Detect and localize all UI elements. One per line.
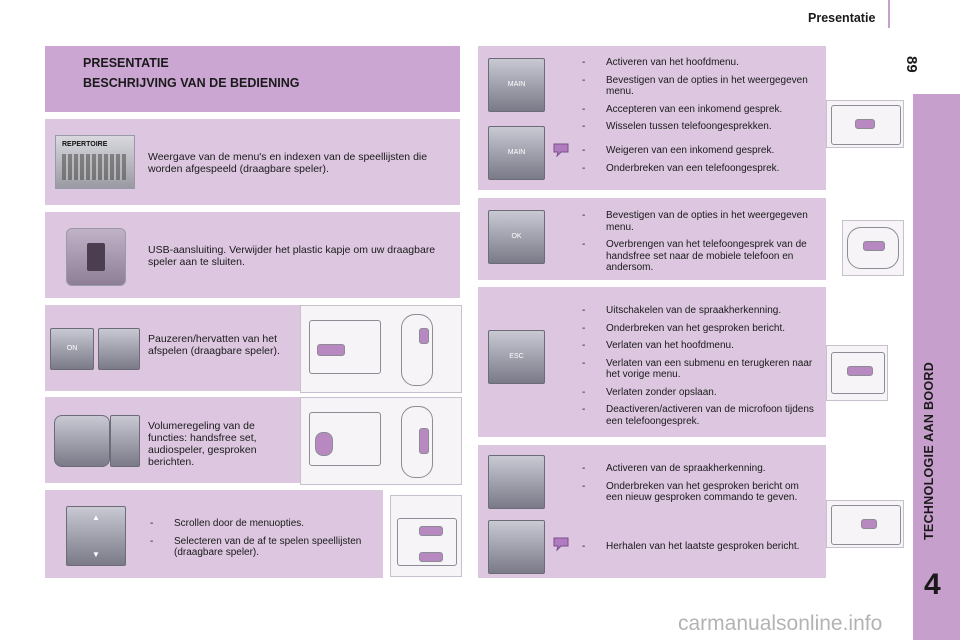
display-screen-image — [55, 135, 135, 189]
watermark: carmanualsonline.info — [678, 612, 883, 635]
ok-button-image — [488, 210, 545, 264]
voice-bullet-list-b — [580, 541, 815, 559]
list-item: - Onderbreken van het gesproken bericht. — [580, 323, 815, 335]
volume-side-buttons-image — [110, 415, 140, 467]
scroll-buttons-image: ▲ ▼ — [66, 506, 126, 566]
volume-dial-image — [54, 415, 110, 467]
main-controls-sketch — [826, 100, 904, 148]
main-button-image — [488, 58, 545, 112]
long-press-icon — [553, 537, 569, 551]
list-item: - Bevestigen van de opties in het weergegeven menu. — [580, 75, 815, 98]
usb-description: USB-aansluiting. Verwijder het plastic kapje om uw draagbare speler aan te sluiten. — [148, 244, 436, 268]
long-press-icon — [553, 143, 569, 157]
usb-port-image — [66, 228, 126, 286]
list-item: - Onderbreken van een telefoongesprek. — [580, 163, 815, 175]
chapter-sidebar — [913, 94, 960, 640]
list-item: - Verlaten zonder opslaan. — [580, 387, 815, 399]
esc-bullet-list — [580, 305, 815, 433]
list-item: - Accepteren van een inkomend gesprek. — [580, 104, 815, 116]
mute-button-image — [98, 328, 140, 370]
page-number: 89 — [903, 56, 920, 73]
page-title: PRESENTATIE — [83, 56, 169, 70]
list-item: - Wisselen tussen telefoongesprekken. — [580, 121, 815, 133]
usb-plug-icon — [87, 243, 105, 271]
list-item: - Herhalen van het laatste gesproken bericht. — [580, 541, 815, 553]
main-button-hold-image — [488, 126, 545, 180]
list-item: - Onderbreken van het gesproken bericht om een nieuw gesproken commando te geven. — [580, 481, 815, 504]
list-item: - Deactiveren/activeren van de microfoon tijdens een telefoongesprek. — [580, 404, 815, 427]
list-item: - Bevestigen van de opties in het weergegeven menu. — [580, 210, 815, 233]
on-button-image — [50, 328, 94, 370]
voice-button-hold-image — [488, 520, 545, 574]
header-section-title: Presentatie — [808, 11, 876, 25]
scroll-controls-sketch — [390, 495, 462, 577]
voice-bullet-list-a — [580, 463, 815, 510]
volume-controls-sketch — [300, 397, 462, 485]
main-button-hold-label: MAIN — [507, 149, 526, 156]
list-item: - Verlaten van een submenu en terugkeren naar het vorige menu. — [580, 358, 815, 381]
ok-controls-sketch — [842, 220, 904, 276]
chapter-number: 4 — [924, 568, 941, 601]
voice-button-image — [488, 455, 545, 509]
display-description: Weergave van de menu's en indexen van de speellijsten die worden afgespeeld (draagbare speler). — [148, 151, 428, 175]
chapter-title: TECHNOLOGIE AAN BOORD — [922, 361, 936, 540]
esc-controls-sketch — [826, 345, 888, 401]
list-item: - Weigeren van een inkomend gesprek. — [580, 145, 815, 157]
esc-button-image — [488, 330, 545, 384]
display-screen-text: REPERTOIRE — [62, 141, 108, 148]
on-button-label: ON — [66, 345, 78, 352]
scroll-bullet-list — [148, 518, 373, 565]
page-subtitle: BESCHRIJVING VAN DE BEDIENING — [83, 76, 300, 90]
list-item: - Activeren van de spraakherkenning. — [580, 463, 815, 475]
list-item: - Overbrengen van het telefoongesprek van de handsfree set naar de mobiele telefoon en andersom. — [580, 239, 815, 274]
list-item: - Selecteren van de af te spelen speellijsten (draagbare speler). — [148, 536, 373, 559]
list-item: - Scrollen door de menuopties. — [148, 518, 373, 530]
list-item: - Verlaten van het hoofdmenu. — [580, 340, 815, 352]
ok-bullet-list — [580, 210, 815, 280]
steering-controls-sketch — [300, 305, 462, 393]
main-bullet-list-b — [580, 145, 815, 180]
list-item: - Activeren van het hoofdmenu. — [580, 57, 815, 69]
pause-description: Pauzeren/hervatten van het afspelen (draagbare speler). — [148, 333, 280, 357]
main-button-label: MAIN — [507, 81, 526, 88]
ok-button-label: OK — [511, 233, 522, 240]
header-divider — [888, 0, 890, 28]
volume-description: Volumeregeling van de functies: handsfree set, audiospeler, gesproken berichten. — [148, 420, 257, 468]
esc-button-label: ESC — [509, 353, 524, 360]
voice-controls-sketch — [826, 500, 904, 548]
main-bullet-list-a — [580, 57, 815, 139]
list-item: - Uitschakelen van de spraakherkenning. — [580, 305, 815, 317]
